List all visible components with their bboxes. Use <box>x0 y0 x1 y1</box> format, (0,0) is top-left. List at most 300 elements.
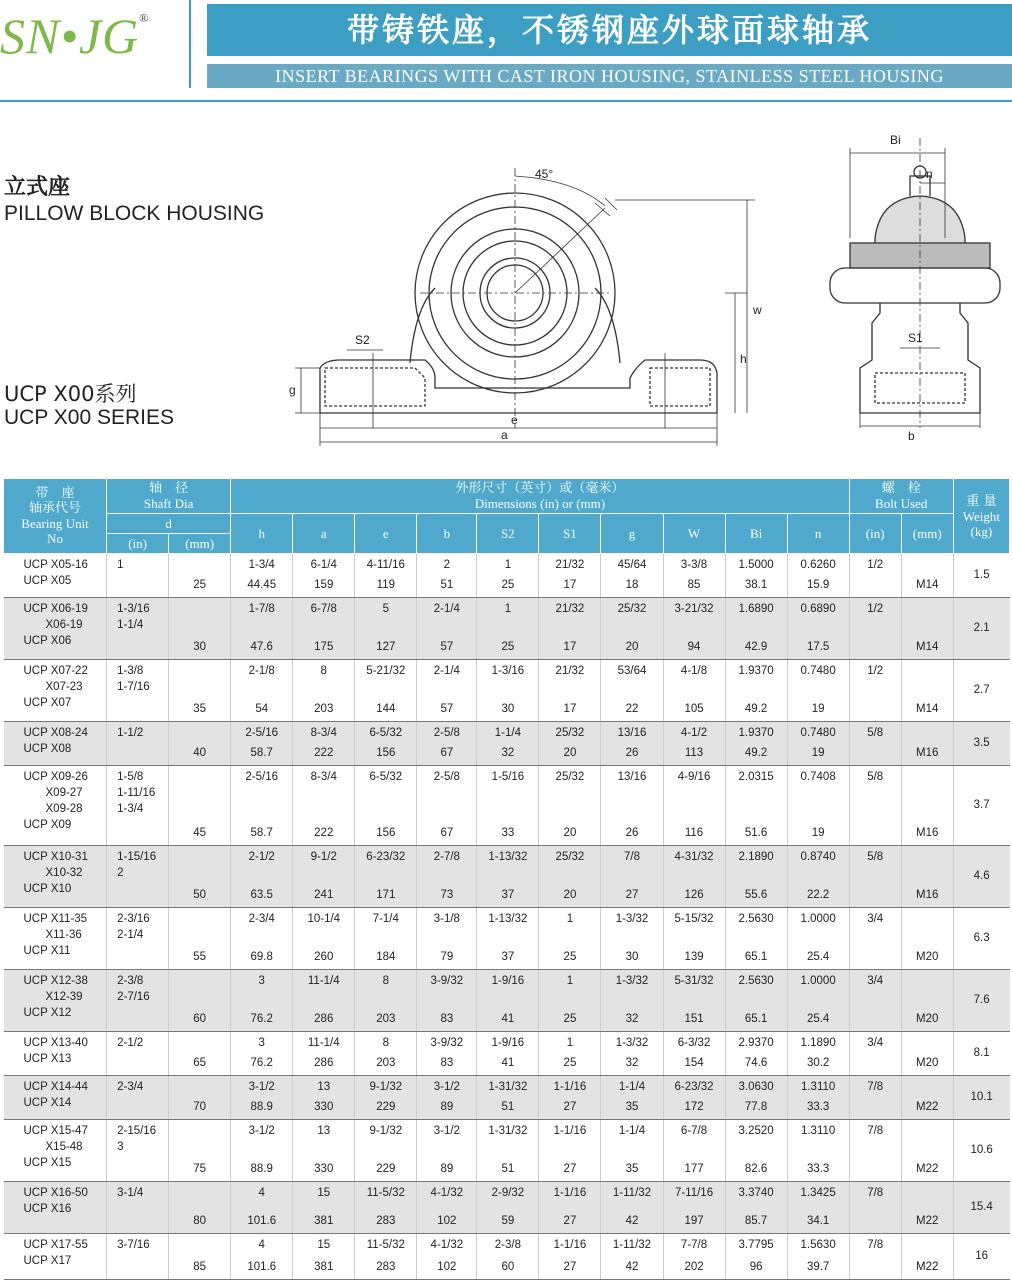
cell-line: 96 <box>749 1261 763 1273</box>
cell-bolt-in <box>849 970 901 1032</box>
label-w: w <box>753 303 762 317</box>
cell-line: UCP X15 <box>23 1157 72 1169</box>
cell-line: 32 <box>625 1013 639 1025</box>
cell-g <box>601 908 663 970</box>
cell-shaft-mm <box>169 766 231 846</box>
cell-line: 1-3/32 <box>615 1037 649 1049</box>
cell-line: 126 <box>684 889 704 901</box>
header-dims-en: Dimensions (in) or (mm) <box>474 496 606 511</box>
cell-line: 4-1/32 <box>430 1187 464 1199</box>
cell-line: 1 <box>566 975 574 987</box>
table-row <box>4 1076 1010 1120</box>
cell-line: 151 <box>684 1013 704 1025</box>
cell-line: 5/8 <box>867 771 884 783</box>
cell-a <box>293 1182 355 1234</box>
label-angle: 45° <box>535 167 554 181</box>
cell-bolt-mm <box>901 766 953 846</box>
cell-line: 77.8 <box>744 1101 768 1113</box>
cell-line: 39.7 <box>806 1261 830 1273</box>
cell-s2 <box>477 722 539 766</box>
cell-b <box>417 598 477 660</box>
cell-line: 65.1 <box>744 951 768 963</box>
cell-s1 <box>539 722 601 766</box>
cell-line: 3-1/4 <box>117 1187 144 1199</box>
cell-line: 3.7 <box>973 799 990 811</box>
cell-line: 37 <box>501 951 515 963</box>
cell-line: 0.7408 <box>800 771 836 783</box>
header-divider <box>189 0 191 88</box>
cell-line: UCP X13 <box>23 1053 72 1065</box>
cell-line: 85 <box>687 579 701 591</box>
cell-line: 15 <box>317 1239 331 1251</box>
cell-weight <box>953 908 1009 970</box>
cell-line: 1 <box>117 559 124 571</box>
cell-h <box>231 722 293 766</box>
cell-s2 <box>477 1076 539 1120</box>
cell-bolt-in <box>849 846 901 908</box>
cell-line: 57 <box>440 641 454 653</box>
cell-line: UCP X14-44 <box>23 1081 88 1093</box>
cell-line: X11-36 <box>45 929 82 941</box>
cell-line: 1-7/8 <box>248 603 275 615</box>
cell-bearing-unit <box>4 1120 107 1182</box>
cell-line: 60 <box>501 1261 515 1273</box>
cell-s2 <box>477 766 539 846</box>
cell-line: 27 <box>625 889 639 901</box>
cell-a <box>293 660 355 722</box>
table-row <box>4 908 1010 970</box>
cell-line: M14 <box>916 579 939 591</box>
cell-line: 1-3/16 <box>117 603 150 615</box>
cell-line: 8.1 <box>973 1047 990 1059</box>
cell-line: 27 <box>563 1215 577 1227</box>
cell-line: 3-1/8 <box>433 913 460 925</box>
cell-line: 144 <box>376 703 396 715</box>
cell-bi <box>725 722 787 766</box>
cell-line: 44.45 <box>247 579 277 591</box>
cell-shaft-in <box>107 1076 169 1120</box>
cell-line: 55.6 <box>744 889 768 901</box>
cell-s2 <box>477 660 539 722</box>
cell-shaft-mm <box>169 554 231 598</box>
cell-line: 1.6890 <box>738 603 774 615</box>
cell-line: 7/8 <box>867 1239 884 1251</box>
cell-a <box>293 1120 355 1182</box>
cell-b <box>417 766 477 846</box>
cell-weight <box>953 1076 1009 1120</box>
cell-line: UCP X07-22 <box>23 665 88 677</box>
cell-s2 <box>477 970 539 1032</box>
pillow-block-front-drawing <box>285 128 785 448</box>
cell-h <box>231 660 293 722</box>
cell-line: 1-9/16 <box>491 1037 525 1049</box>
cell-line: 38.1 <box>744 579 768 591</box>
cell-line: 2-3/8 <box>494 1239 521 1251</box>
cell-line: 83 <box>440 1013 454 1025</box>
cell-line: 1/2 <box>867 603 884 615</box>
cell-weight <box>953 722 1009 766</box>
cell-line: UCP X16-50 <box>23 1187 88 1199</box>
cell-line: 4.6 <box>973 870 990 882</box>
table-row <box>4 766 1010 846</box>
cell-line: 11-5/32 <box>366 1187 405 1199</box>
cell-line: 11-1/4 <box>307 975 340 987</box>
cell-e <box>355 908 417 970</box>
cell-shaft-mm <box>169 660 231 722</box>
cell-line: X07-23 <box>45 681 83 693</box>
cell-bolt-mm <box>901 722 953 766</box>
cell-b <box>417 1076 477 1120</box>
cell-line: M22 <box>916 1101 939 1113</box>
header-unit-cn: 带 座 轴承代号 <box>29 486 82 516</box>
cell-shaft-in <box>107 1182 169 1234</box>
cell-h <box>231 846 293 908</box>
header-shaft-en: Shaft Dia <box>143 496 194 511</box>
cell-line: 229 <box>376 1101 396 1113</box>
cell-line: 10.6 <box>970 1144 993 1156</box>
cell-n <box>787 660 849 722</box>
cell-line: 70 <box>193 1101 207 1113</box>
cell-line: 3-9/32 <box>430 975 464 987</box>
cell-h <box>231 970 293 1032</box>
cell-line: 73 <box>440 889 454 901</box>
cell-line: 7/8 <box>867 1081 884 1093</box>
cell-line: 4-9/16 <box>677 771 711 783</box>
cell-line: 2-5/8 <box>433 771 460 783</box>
cell-line: 3 <box>258 975 265 987</box>
cell-s2 <box>477 598 539 660</box>
cell-line: 2-1/2 <box>248 851 275 863</box>
cell-shaft-in <box>107 908 169 970</box>
cell-line: 25 <box>501 579 515 591</box>
cell-line: 1.5 <box>973 569 990 581</box>
cell-line: 15.4 <box>970 1201 993 1213</box>
cell-weight <box>953 1182 1009 1234</box>
cell-s1 <box>539 1032 601 1076</box>
cell-line: 3/4 <box>867 1037 884 1049</box>
cell-line: 30 <box>193 641 207 653</box>
cell-line: 3.5 <box>973 737 990 749</box>
cell-line: 17 <box>563 579 577 591</box>
cell-line: 2-1/4 <box>433 665 460 677</box>
cell-line: 3-21/32 <box>674 603 714 615</box>
cell-line: 177 <box>684 1163 704 1175</box>
header-shaft-cn: 轴 径 <box>149 481 189 496</box>
cell-b <box>417 970 477 1032</box>
cell-line: 330 <box>314 1163 334 1175</box>
cell-line: 9-1/2 <box>310 851 337 863</box>
cell-n <box>787 722 849 766</box>
cell-b <box>417 1182 477 1234</box>
cell-s1 <box>539 660 601 722</box>
cell-e <box>355 846 417 908</box>
cell-line: 1.9370 <box>738 727 774 739</box>
cell-bi <box>725 1182 787 1234</box>
cell-bolt-in <box>849 1032 901 1076</box>
cell-line: UCP X16 <box>23 1203 72 1215</box>
cell-e <box>355 598 417 660</box>
cell-g <box>601 766 663 846</box>
cell-bearing-unit <box>4 598 107 660</box>
cell-line: 9-1/32 <box>369 1125 403 1137</box>
cell-line: 4-31/32 <box>674 851 714 863</box>
cell-line: 17 <box>563 703 577 715</box>
cell-shaft-in <box>107 554 169 598</box>
cell-line: 85 <box>193 1261 207 1273</box>
cell-shaft-mm <box>169 722 231 766</box>
cell-line: 57 <box>440 703 454 715</box>
cell-line: 139 <box>684 951 704 963</box>
col-shaft-dia <box>107 479 231 514</box>
cell-line: M20 <box>916 1013 939 1025</box>
cell-line: 34.1 <box>806 1215 830 1227</box>
cell-line: UCP X15-47 <box>23 1125 88 1137</box>
cell-bi <box>725 660 787 722</box>
cell-bearing-unit <box>4 846 107 908</box>
cell-line: 3/4 <box>867 975 884 987</box>
cell-e <box>355 554 417 598</box>
cell-line: 5-31/32 <box>674 975 714 987</box>
cell-s1 <box>539 598 601 660</box>
cell-line: 381 <box>314 1261 334 1273</box>
header-d: d <box>107 514 231 534</box>
cell-line: 3-1/2 <box>433 1081 460 1093</box>
header-shaft-mm: (mm) <box>169 534 231 554</box>
cell-line: 156 <box>376 747 396 759</box>
cell-line: 49.2 <box>744 747 768 759</box>
cell-line: 1.3425 <box>800 1187 836 1199</box>
cell-line: 5-21/32 <box>366 665 406 677</box>
cell-a <box>293 1076 355 1120</box>
cell-line: 6-23/32 <box>674 1081 714 1093</box>
cell-line: 25.4 <box>806 951 830 963</box>
cell-line: 63.5 <box>250 889 273 901</box>
cell-a <box>293 970 355 1032</box>
cell-bolt-mm <box>901 970 953 1032</box>
cell-line: 26 <box>625 747 639 759</box>
cell-line: 51 <box>501 1163 515 1175</box>
cell-line: UCP X08 <box>23 743 72 755</box>
cell-line: 202 <box>684 1261 704 1273</box>
cell-n <box>787 1032 849 1076</box>
label-bi: Bi <box>890 133 901 147</box>
cell-g <box>601 554 663 598</box>
cell-line: 1.5630 <box>800 1239 836 1251</box>
cell-line: 27 <box>563 1101 577 1113</box>
cell-line: 2-5/8 <box>433 727 460 739</box>
cell-line: 3 <box>258 1037 265 1049</box>
col-dimensions <box>231 479 849 514</box>
cell-line: 65 <box>193 1057 207 1069</box>
cell-shaft-mm <box>169 846 231 908</box>
cell-line: 25/32 <box>555 771 585 783</box>
cell-line: 35 <box>193 703 207 715</box>
cell-line: 35 <box>625 1163 639 1175</box>
cell-line: 33 <box>501 827 515 839</box>
cell-line: 7-7/8 <box>680 1239 708 1251</box>
cell-line: 6-7/8 <box>680 1125 708 1137</box>
cell-line: 21/32 <box>555 603 585 615</box>
cell-line: M16 <box>916 889 939 901</box>
cell-w <box>663 722 725 766</box>
cell-line: 1-1/16 <box>553 1081 587 1093</box>
cell-line: 222 <box>314 747 334 759</box>
cell-line: 30 <box>625 951 639 963</box>
cell-line: M20 <box>916 1057 939 1069</box>
cell-a <box>293 766 355 846</box>
cell-line: UCP X11-35 <box>23 913 87 925</box>
cell-bi <box>725 1032 787 1076</box>
cell-line: 8 <box>382 1037 389 1049</box>
table-row <box>4 970 1010 1032</box>
cell-line: UCP X10 <box>23 883 72 895</box>
cell-line: 69.8 <box>250 951 273 963</box>
cell-line: 1/2 <box>867 665 884 677</box>
cell-b <box>417 722 477 766</box>
cell-line: 1.5000 <box>738 559 774 571</box>
table-row <box>4 554 1010 598</box>
cell-line: 6-3/32 <box>677 1037 711 1049</box>
cell-line: UCP X09-26 <box>23 771 88 783</box>
cell-line: 4-1/2 <box>680 727 708 739</box>
cell-s1 <box>539 846 601 908</box>
cell-shaft-in <box>107 766 169 846</box>
cell-line: 2-1/8 <box>248 665 275 677</box>
header-dims-cn: 外形尺寸（英寸）或（毫米） <box>455 481 625 496</box>
cell-line: 2-3/16 <box>117 913 150 925</box>
cell-line: 80 <box>193 1215 207 1227</box>
cell-line: 55 <box>193 951 207 963</box>
cell-line: 60 <box>193 1013 207 1025</box>
cell-line: 20 <box>563 827 577 839</box>
cell-n <box>787 1182 849 1234</box>
cell-g <box>601 1120 663 1182</box>
cell-line: 49.2 <box>744 703 768 715</box>
cell-line: X15-48 <box>45 1141 83 1153</box>
pillow-block-side-drawing <box>820 128 1010 448</box>
housing-type-en: PILLOW BLOCK HOUSING <box>4 202 265 225</box>
cell-s1 <box>539 970 601 1032</box>
cell-line: 1-3/16 <box>491 665 525 677</box>
header-weight-cn: 重 量 <box>966 493 997 509</box>
cell-shaft-mm <box>169 1120 231 1182</box>
cell-line: 19 <box>811 747 825 759</box>
cell-weight <box>953 1032 1009 1076</box>
cell-line: 229 <box>376 1163 396 1175</box>
cell-n <box>787 766 849 846</box>
cell-e <box>355 660 417 722</box>
cell-line: UCP X05 <box>23 575 72 587</box>
cell-bolt-mm <box>901 846 953 908</box>
cell-s2 <box>477 1032 539 1076</box>
cell-line: 51.6 <box>744 827 768 839</box>
label-b: b <box>908 429 915 443</box>
cell-line: 22.2 <box>806 889 830 901</box>
cell-line: 3.7795 <box>738 1239 774 1251</box>
cell-bi <box>725 970 787 1032</box>
cell-line: 3.3740 <box>738 1187 774 1199</box>
cell-weight <box>953 970 1009 1032</box>
cell-line: 1-13/32 <box>488 913 528 925</box>
cell-shaft-in <box>107 1032 169 1076</box>
cell-bi <box>725 598 787 660</box>
cell-line: 0.8740 <box>800 851 836 863</box>
cell-bolt-in <box>849 554 901 598</box>
cell-line: 102 <box>437 1261 457 1273</box>
cell-line: 53/64 <box>617 665 647 677</box>
cell-bolt-mm <box>901 1120 953 1182</box>
cell-line: 1 <box>504 603 512 615</box>
cell-line: 286 <box>314 1013 334 1025</box>
cell-line: 1-1/4 <box>618 1081 646 1093</box>
cell-line: 25 <box>563 951 577 963</box>
header-e: e <box>355 514 417 554</box>
cell-line: 2.0315 <box>738 771 774 783</box>
cell-line: 1.1890 <box>800 1037 836 1049</box>
cell-line: 3 <box>117 1141 124 1153</box>
cell-line: 7/8 <box>623 851 640 863</box>
cell-line: M16 <box>916 747 939 759</box>
cell-line: 42 <box>625 1215 639 1227</box>
cell-line: 54 <box>255 703 269 715</box>
cell-line: 197 <box>684 1215 704 1227</box>
cell-line: 5/8 <box>867 727 884 739</box>
cell-shaft-mm <box>169 1032 231 1076</box>
cell-line: 2-1/2 <box>117 1037 144 1049</box>
cell-bolt-in <box>849 766 901 846</box>
housing-type-cn: 立式座 <box>4 175 71 200</box>
cell-h <box>231 766 293 846</box>
cell-line: UCP X06-19 <box>23 603 88 615</box>
cell-line: 6-5/32 <box>369 771 403 783</box>
cell-line: 3-9/32 <box>430 1037 464 1049</box>
header-b: b <box>417 514 477 554</box>
cell-line: 127 <box>376 641 396 653</box>
cell-bi <box>725 846 787 908</box>
cell-line: 45 <box>193 827 207 839</box>
cell-line: 85.7 <box>744 1215 768 1227</box>
col-bolt <box>849 479 953 514</box>
cell-line: 1.3110 <box>800 1081 836 1093</box>
cell-line: 8-3/4 <box>310 727 337 739</box>
cell-a <box>293 908 355 970</box>
cell-line: 2.5630 <box>738 975 774 987</box>
cell-line: 25 <box>563 1057 577 1069</box>
cell-line: 45/64 <box>617 559 647 571</box>
cell-line: 2-1/4 <box>433 603 460 615</box>
cell-shaft-in <box>107 1120 169 1182</box>
cell-g <box>601 846 663 908</box>
cell-line: 1-3/4 <box>248 559 275 571</box>
header-n: n <box>787 514 849 554</box>
cell-line: 25/32 <box>555 851 585 863</box>
cell-line: M16 <box>916 827 939 839</box>
cell-line: 102 <box>437 1215 457 1227</box>
cell-h <box>231 1120 293 1182</box>
cell-line: 4 <box>258 1239 265 1251</box>
cell-line: 1-1/2 <box>117 727 144 739</box>
cell-line: 16 <box>975 1250 989 1262</box>
cell-line: 74.6 <box>744 1057 768 1069</box>
header-bi: Bi <box>725 514 787 554</box>
cell-line: 0.6890 <box>800 603 836 615</box>
cell-line: 58.7 <box>250 747 273 759</box>
cell-e <box>355 1076 417 1120</box>
cell-line: 4-1/32 <box>430 1239 464 1251</box>
cell-h <box>231 908 293 970</box>
col-bearing-unit <box>4 479 107 554</box>
cell-line: 20 <box>563 889 577 901</box>
